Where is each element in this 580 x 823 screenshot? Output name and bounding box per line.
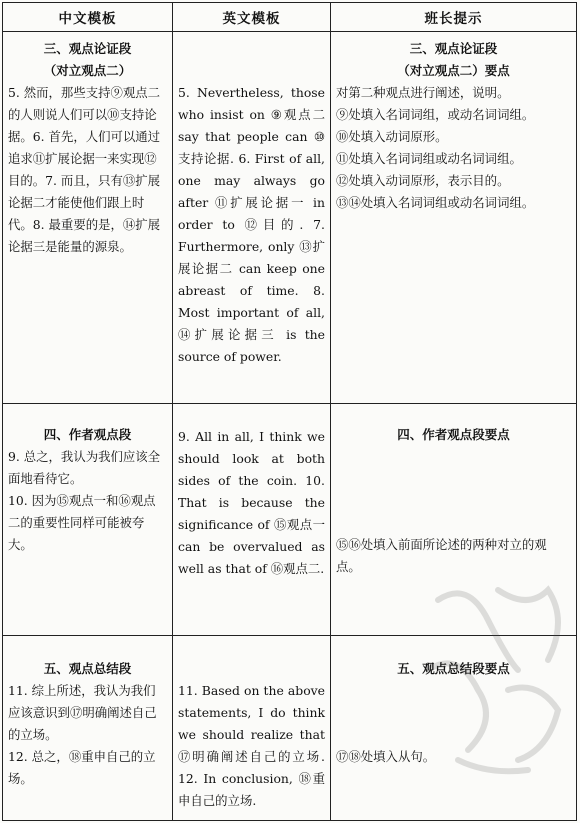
section3-en-body: 5. Nevertheless, those who insist on ⑨观点二 say that people can ⑩支持论据. 6. First of all, one may always go after ⑪扩展论据一 in order to ⑫目的. 7. Furthermore, only ⑬扩展论据二 can keep one abreast of time. 8. Most important of all, ⑭扩展论据三 is the source of power.	[178, 85, 325, 364]
section5-en-body: 11. Based on the above statements, I do think we should realize that ⑰明确阐述自己的立场. 12. In conclusion, ⑱重申自己的立场.	[178, 683, 325, 808]
section4-tip: ⑮⑯处填入前面所论述的两种对立的观点。	[336, 537, 547, 574]
section4-english-cell	[173, 404, 331, 636]
tip-line: ⑬⑭处填入名词词组或动名词词组。	[336, 195, 535, 210]
section4-cn-body-2: 10. 因为⑮观点一和⑯观点二的重要性同样可能被夸大。	[8, 493, 156, 552]
section3-chinese-cell	[3, 32, 173, 404]
tip-line: ⑫处填入动词原形，表示目的。	[336, 173, 510, 188]
section4-chinese-cell	[3, 404, 173, 636]
table-row-section3	[3, 32, 577, 404]
section5-cn-body-1: 11. 综上所述，我认为我们应该意识到⑰明确阐述自己的立场。	[8, 683, 157, 742]
table-row-section5	[3, 636, 577, 821]
tip-line: ⑨处填入名词词组，或动名词词组。	[336, 107, 535, 122]
section5-tip: ⑰⑱处填入从句。	[336, 749, 436, 764]
tip-line: ⑪处填入名词词组或动名词词组。	[336, 151, 522, 166]
section3-tip-heading: 三、观点论证段	[409, 41, 498, 56]
header-english-template: 英文模板	[173, 3, 331, 32]
section3-tip-subheading: （对立观点二）要点	[397, 63, 510, 78]
section5-cn-heading: 五、观点总结段	[43, 661, 132, 676]
template-table	[2, 2, 577, 821]
header-chinese-template: 中文模板	[3, 3, 173, 32]
section3-tips-cell	[331, 32, 577, 404]
section3-cn-body: 5. 然而，那些支持⑨观点二的人则说人们可以⑩支持论据。6. 首先，人们可以通过追求⑪扩展论据一来实现⑫目的。7. 而且，只有⑬扩展论据二才能使他们跟上时代。8. 最重要的是，⑭扩展论据三是能量的源泉。	[8, 85, 161, 254]
section4-cn-body-1: 9. 总之，我认为我们应该全面地看待它。	[8, 449, 161, 486]
table-row-section4	[3, 404, 577, 636]
section5-english-cell	[173, 636, 331, 821]
section4-tip-heading: 四、作者观点段要点	[397, 427, 510, 442]
section5-tip-heading: 五、观点总结段要点	[397, 661, 510, 676]
table-header-row	[3, 3, 577, 32]
section3-english-cell	[173, 32, 331, 404]
section5-chinese-cell	[3, 636, 173, 821]
section3-cn-heading: 三、观点论证段	[43, 41, 132, 56]
tip-line: ⑩处填入动词原形。	[336, 129, 448, 144]
section4-cn-heading: 四、作者观点段	[43, 427, 132, 442]
section3-cn-subheading: （对立观点二）	[43, 63, 132, 78]
tip-line: 对第二种观点进行阐述，说明。	[336, 85, 510, 100]
section4-en-body: 9. All in all, I think we should look at both sides of the coin. 10. That is because the significance of ⑮观点一 can be overvalued as well as that of ⑯观点二.	[178, 429, 325, 576]
section4-tips-cell	[331, 404, 577, 636]
section5-tips-cell	[331, 636, 577, 821]
header-monitor-tips: 班长提示	[331, 3, 577, 32]
section5-cn-body-2: 12. 总之，⑱重申自己的立场。	[8, 749, 156, 786]
